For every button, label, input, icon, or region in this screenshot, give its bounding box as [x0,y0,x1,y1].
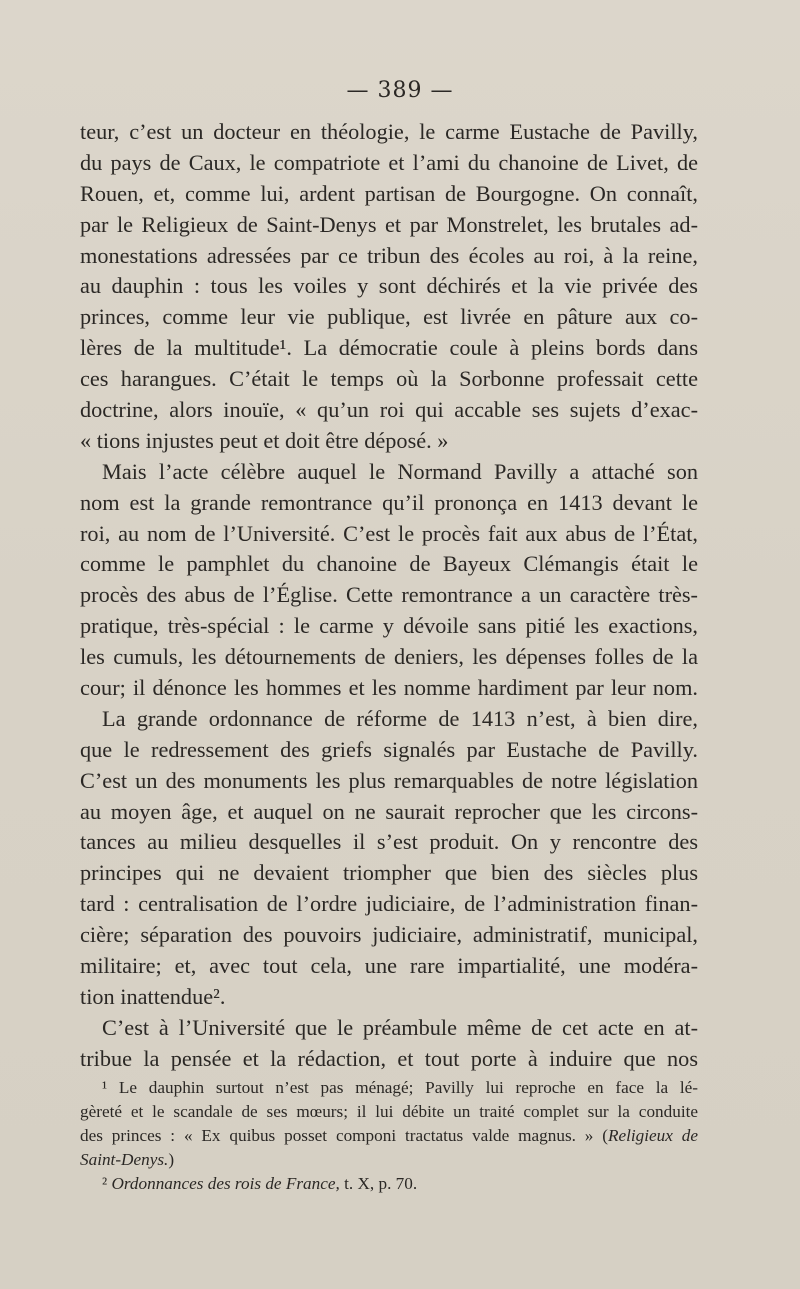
text-line: tard : centralisation de l’ordre judiciaire, de l’administration finan- [80,891,698,917]
paragraph-start-line: La grande ordonnance de réforme de 1413 n’est, à bien dire, [102,705,698,731]
text-line: procès des abus de l’Église. Cette remontrance a un caractère très- [80,582,698,608]
text-line: les cumuls, les détournements de deniers, les dépenses folles de la [80,644,698,670]
text-line: nom est la grande remontrance qu’il prononça en 1413 devant le [80,489,698,515]
text-line: roi, au nom de l’Université. C’est le procès fait aux abus de l’État, [80,520,698,546]
text-line: doctrine, alors inouïe, « qu’un roi qui accable ses sujets d’exac- [80,397,698,423]
footnote-1-close: ) [168,1150,175,1169]
text-line: tances au milieu desquelles il s’est produit. On y rencontre des [80,829,698,855]
text-line: du pays de Caux, le compatriote et l’ami du chanoine de Livet, de [80,149,698,175]
footnote-1-line: gèreté et le scandale de ses mœurs; il lui débite un traité complet sur la conduite [80,1102,698,1121]
footnotes [80,1076,698,1196]
footnote-1-line [80,1148,698,1172]
text-line: principes qui ne devaient triompher que bien des siècles plus [80,860,698,886]
text-line: au dauphin : tous les voiles y sont déchirés et la vie privée des [80,273,698,299]
text-line: ces harangues. C’était le temps où la Sorbonne professait cette [80,366,698,392]
text-line: tion inattendue². [80,983,226,1009]
page-number: — 389 — [346,78,454,103]
paragraph-start-line: Mais l’acte célèbre auquel le Normand Pavilly a attaché son [102,458,698,484]
main-text [80,117,698,1075]
footnote-2-source: Ordonnances des rois de France, [111,1174,340,1193]
text-line: « tions injustes peut et doit être déposé. » [80,427,449,453]
text-line: par le Religieux de Saint-Denys et par Monstrelet, les brutales ad- [80,211,698,237]
text-line: cour; il dénonce les hommes et les nomme hardiment par leur nom. [80,675,698,701]
paragraph-start-line: C’est à l’Université que le préambule même de cet acte en at- [102,1014,698,1040]
text-line: Rouen, et, comme lui, ardent partisan de Bourgogne. On connaît, [80,180,698,206]
text-line: C’est un des monuments les plus remarquables de notre législation [80,767,698,793]
footnote-1-source: Religieux de [608,1126,698,1145]
text-line: militaire; et, avec tout cela, une rare impartialité, une modéra- [80,953,698,979]
footnote-1-line: ¹ Le dauphin surtout n’est pas ménagé; Pavilly lui reproche en face la lé- [102,1078,698,1097]
text-line: comme le pamphlet du chanoine de Bayeux Clémangis était le [80,551,698,577]
text-line: lères de la multitude¹. La démocratie coule à pleins bords dans [80,335,698,361]
footnote-1-line [80,1124,698,1148]
text-line: princes, comme leur vie publique, est livrée en pâture aux co- [80,304,698,330]
footnote-1-text: des princes : « Ex quibus posset componi tractatus valde magnus. » ( [80,1126,608,1145]
footnote-2-marker: ² [102,1174,108,1193]
text-line: monestations adressées par ce tribun des écoles au roi, à la reine, [80,242,698,268]
footnote-2-line [80,1172,698,1196]
text-line: pratique, très-spécial : le carme y dévoile sans pitié les exactions, [80,613,698,639]
text-line: au moyen âge, et auquel on ne saurait reprocher que les circons- [80,798,698,824]
text-line: que le redressement des griefs signalés par Eustache de Pavilly. [80,736,698,762]
text-line: teur, c’est un docteur en théologie, le carme Eustache de Pavilly, [80,119,698,144]
footnote-1-source: Saint-Denys. [80,1150,169,1169]
footnote-2-text: t. X, p. 70. [339,1174,418,1193]
text-line: tribue la pensée et la rédaction, et tout porte à induire que nos [80,1045,698,1071]
text-line: cière; séparation des pouvoirs judiciaire, administratif, municipal, [80,922,698,948]
